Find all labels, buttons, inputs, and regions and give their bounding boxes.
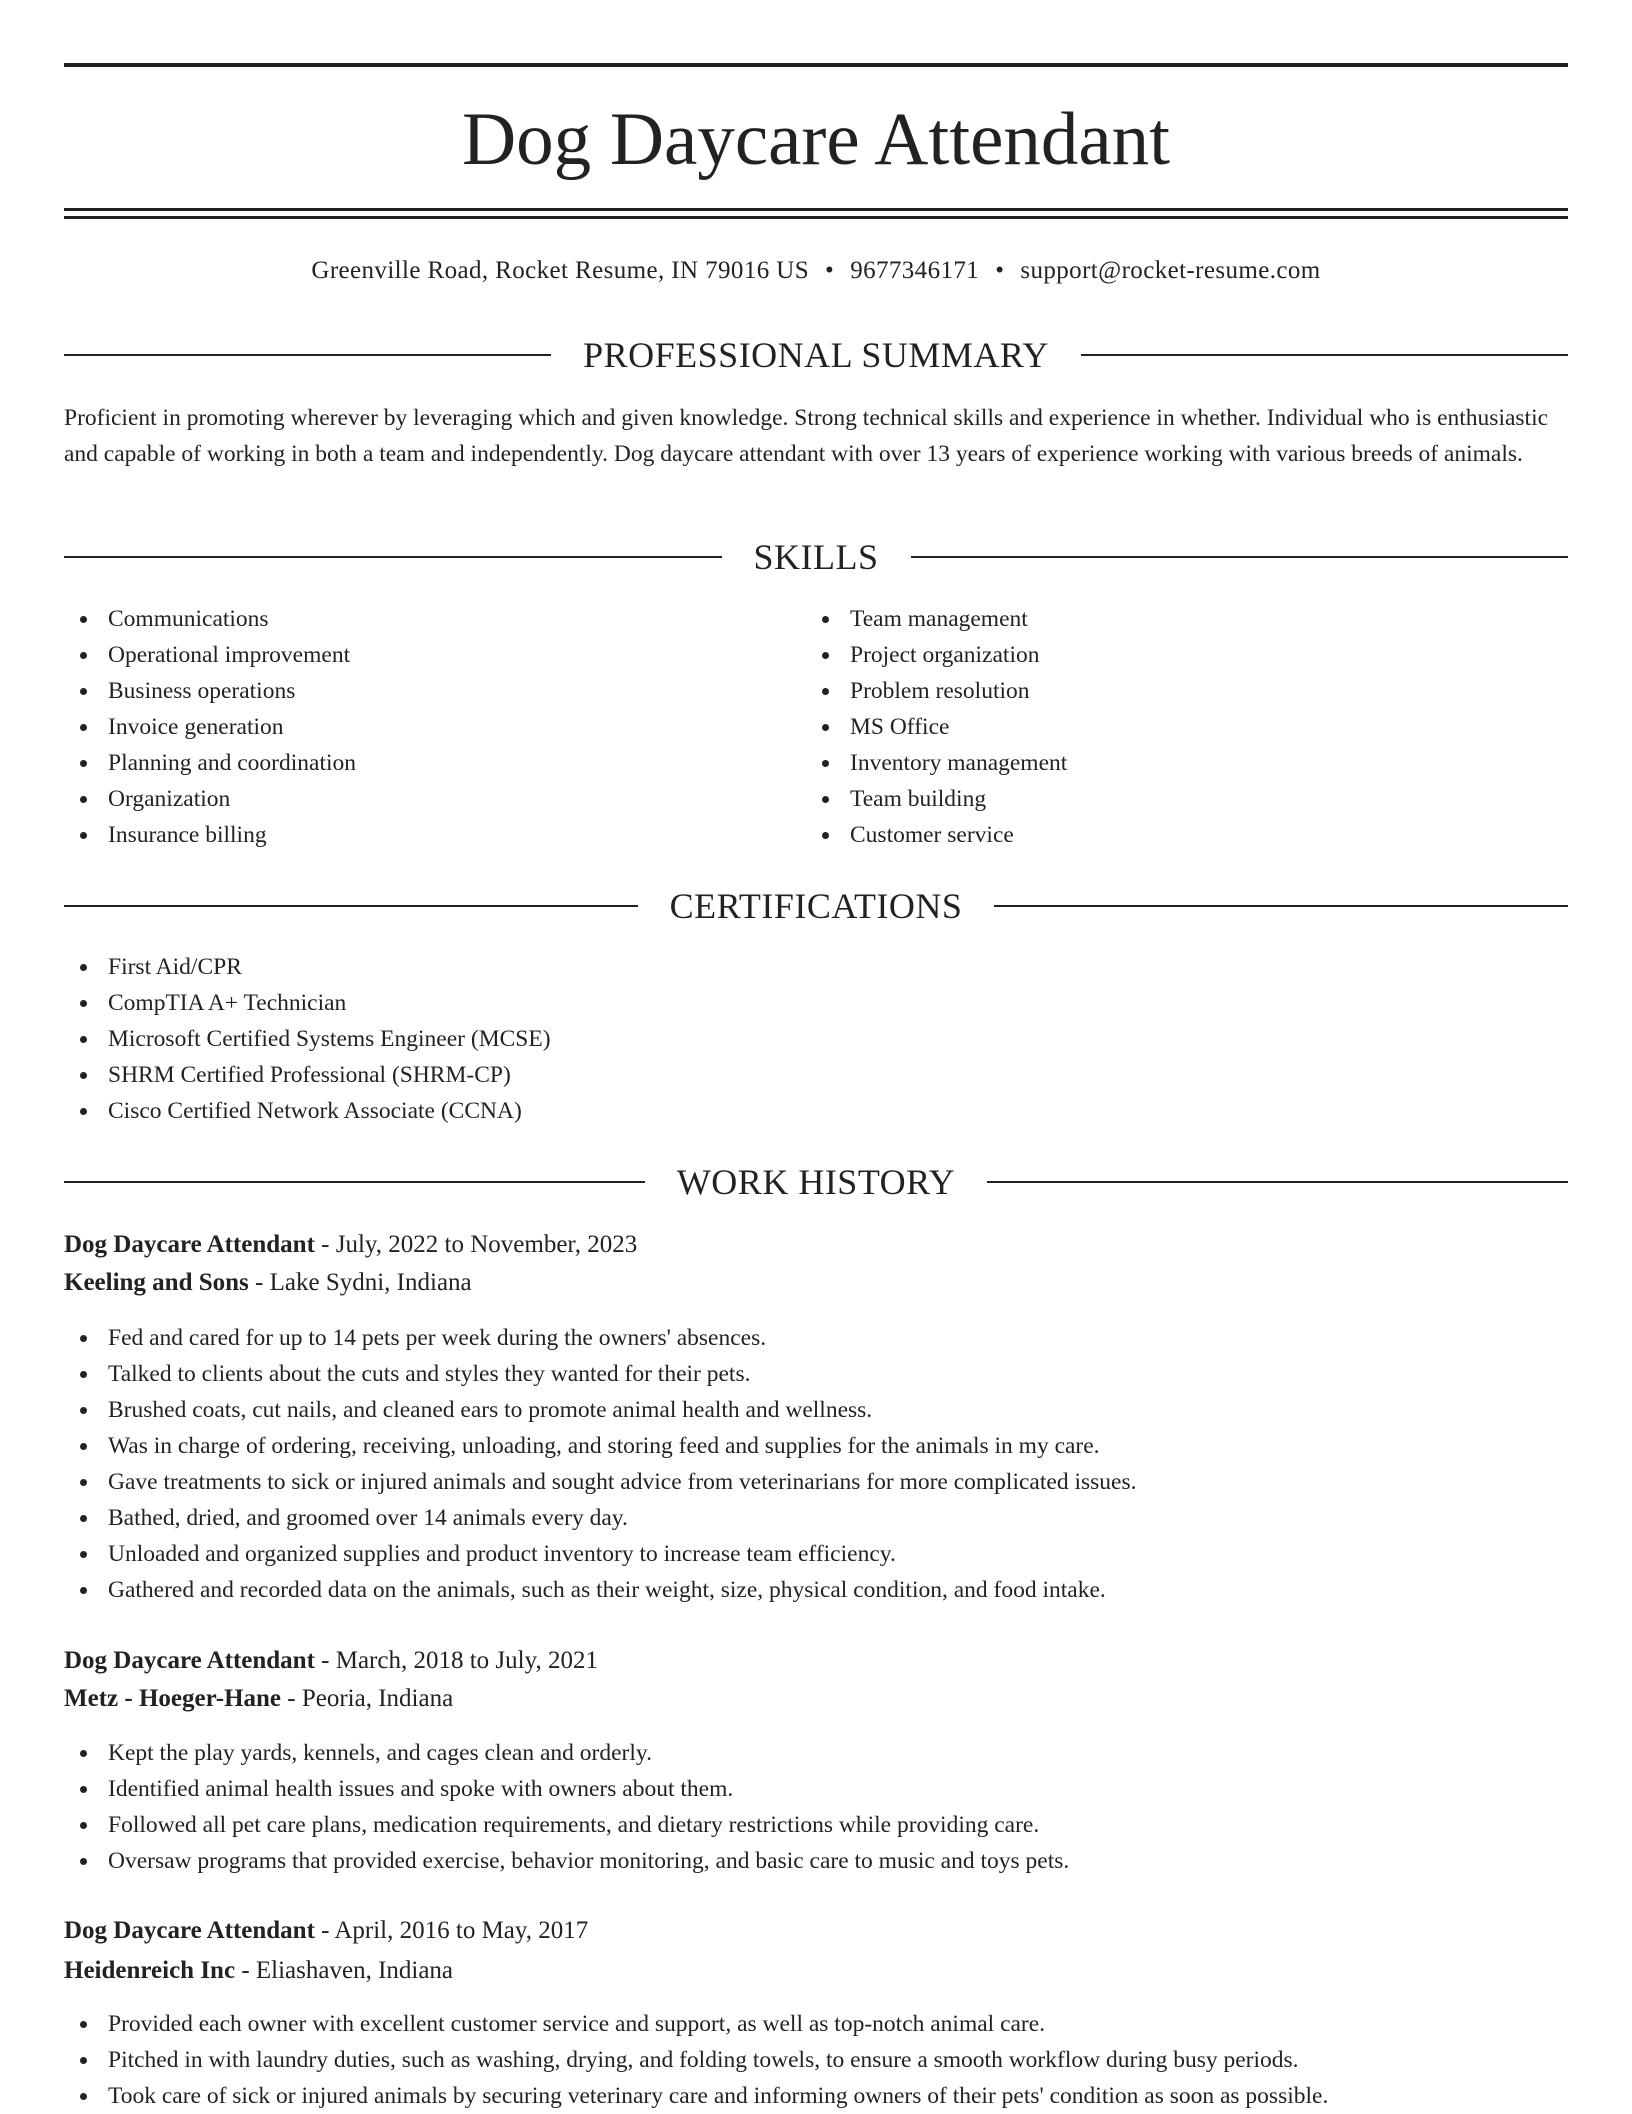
skill-item: Project organization — [806, 637, 1546, 673]
job-bullet: Took care of sick or injured animals by securing veterinary care and informing owners of their pets' condition as soon as possible. — [64, 2078, 1568, 2114]
job-bullet: Bathed, dried, and groomed over 14 animals every day. — [64, 1500, 1568, 1536]
certification-item: Cisco Certified Network Associate (CCNA) — [64, 1093, 1568, 1129]
summary-text: Proficient in promoting wherever by leveraging which and given knowledge. Strong technical skills and experience in whether. Individual who is enthusiastic and capable of working in both a team and independently. Dog daycare attendant with over 13 years of experience working with various breeds of animals. — [64, 405, 1549, 467]
job-title: Dog Daycare Attendant — [64, 1231, 315, 1258]
job-title: Dog Daycare Attendant — [64, 1917, 315, 1944]
skills-list-right — [806, 601, 1546, 853]
skill-item: Communications — [64, 601, 804, 637]
job-bullet: Followed all pet care plans, medication requirements, and dietary restrictions while providing care. — [64, 1807, 1568, 1843]
resume-title: Dog Daycare Attendant — [461, 98, 1171, 181]
contact-email[interactable]: support@rocket-resume.com — [1020, 257, 1321, 284]
job-company-line — [64, 1953, 1568, 1989]
job-bullet: Gathered and recorded data on the animals, such as their weight, size, physical condition, and food intake. — [64, 1572, 1568, 1608]
skill-item: Team building — [806, 781, 1546, 817]
heading-rule-left — [64, 556, 722, 558]
heading-rule-left — [64, 1181, 645, 1183]
contact-address: Greenville Road, Rocket Resume, IN 79016 US — [311, 257, 810, 284]
heading-rule-left — [64, 354, 551, 356]
job-bullet: Provided each owner with excellent customer service and support, as well as top-notch animal care. — [64, 2006, 1568, 2042]
job-company-line — [64, 1681, 1568, 1717]
skill-item: Insurance billing — [64, 817, 804, 853]
job-bullet: Brushed coats, cut nails, and cleaned ears to promote animal health and wellness. — [64, 1392, 1568, 1428]
contact-separator: • — [995, 257, 1005, 284]
job-title-line — [64, 1643, 1568, 1679]
job-dates: - March, 2018 to July, 2021 — [314, 1647, 598, 1674]
job-bullet: Oversaw programs that provided exercise, behavior monitoring, and basic care to music and toys pets. — [64, 1843, 1568, 1879]
job-bullet: Identified animal health issues and spoke with owners about them. — [64, 1771, 1568, 1807]
skill-item: Planning and coordination — [64, 745, 804, 781]
job-location: - Peoria, Indiana — [281, 1685, 454, 1712]
job-bullet: Unloaded and organized supplies and product inventory to increase team efficiency. — [64, 1536, 1568, 1572]
job-location: - Lake Sydni, Indiana — [248, 1269, 472, 1296]
skill-item: Business operations — [64, 673, 804, 709]
skill-item: Invoice generation — [64, 709, 804, 745]
skill-item: MS Office — [806, 709, 1546, 745]
job-company: Metz - Hoeger-Hane — [64, 1685, 282, 1712]
header-bottom-rule-1 — [64, 208, 1568, 211]
job-dates: - April, 2016 to May, 2017 — [314, 1917, 589, 1944]
job-company-line — [64, 1265, 1568, 1301]
skills-heading — [64, 535, 1568, 579]
skills-heading-label: SKILLS — [753, 537, 879, 577]
skill-item: Inventory management — [806, 745, 1546, 781]
certification-item: CompTIA A+ Technician — [64, 985, 1568, 1021]
skills-list-left — [64, 601, 804, 853]
job-location: - Eliashaven, Indiana — [235, 1957, 454, 1984]
contact-phone: 9677346171 — [850, 257, 980, 284]
certification-item: SHRM Certified Professional (SHRM-CP) — [64, 1057, 1568, 1093]
heading-rule-right — [994, 905, 1568, 907]
job-bullets — [64, 1735, 1568, 1879]
job-bullets — [64, 1320, 1568, 1608]
job-bullet: Fed and cared for up to 14 pets per week during the owners' absences. — [64, 1320, 1568, 1356]
certification-item: First Aid/CPR — [64, 949, 1568, 985]
skill-item: Customer service — [806, 817, 1546, 853]
contact-separator: • — [825, 257, 835, 284]
job-bullet: Kept the play yards, kennels, and cages clean and orderly. — [64, 1735, 1568, 1771]
certifications-list — [64, 949, 1568, 1129]
job-bullet: Talked to clients about the cuts and styles they wanted for their pets. — [64, 1356, 1568, 1392]
heading-rule-right — [1081, 354, 1568, 356]
job-title-line — [64, 1227, 1568, 1263]
job-bullet: Was in charge of ordering, receiving, unloading, and storing feed and supplies for the animals in my care. — [64, 1428, 1568, 1464]
job-bullet: Gave treatments to sick or injured animals and sought advice from veterinarians for more complicated issues. — [64, 1464, 1568, 1500]
summary-heading — [64, 333, 1568, 377]
work-history-heading — [64, 1160, 1568, 1204]
skill-item: Operational improvement — [64, 637, 804, 673]
skill-item: Team management — [806, 601, 1546, 637]
heading-rule-right — [987, 1181, 1568, 1183]
heading-rule-right — [911, 556, 1569, 558]
certification-item: Microsoft Certified Systems Engineer (MCSE) — [64, 1021, 1568, 1057]
job-dates: - July, 2022 to November, 2023 — [314, 1231, 638, 1258]
job-bullet: Pitched in with laundry duties, such as washing, drying, and folding towels, to ensure a smooth workflow during busy periods. — [64, 2042, 1568, 2078]
job-title: Dog Daycare Attendant — [64, 1647, 315, 1674]
heading-rule-left — [64, 905, 638, 907]
job-company: Heidenreich Inc — [64, 1957, 236, 1984]
skill-item: Organization — [64, 781, 804, 817]
contact-line — [64, 254, 1568, 288]
summary-heading-label: PROFESSIONAL SUMMARY — [583, 335, 1049, 375]
header-bottom-rule-2 — [64, 216, 1568, 219]
job-title-line — [64, 1913, 1568, 1949]
certifications-heading — [64, 884, 1568, 928]
certifications-heading-label: CERTIFICATIONS — [669, 886, 963, 926]
header-top-rule — [64, 63, 1568, 67]
skill-item: Problem resolution — [806, 673, 1546, 709]
job-company: Keeling and Sons — [64, 1269, 249, 1296]
job-bullets — [64, 2006, 1568, 2114]
work-history-heading-label: WORK HISTORY — [676, 1162, 956, 1202]
